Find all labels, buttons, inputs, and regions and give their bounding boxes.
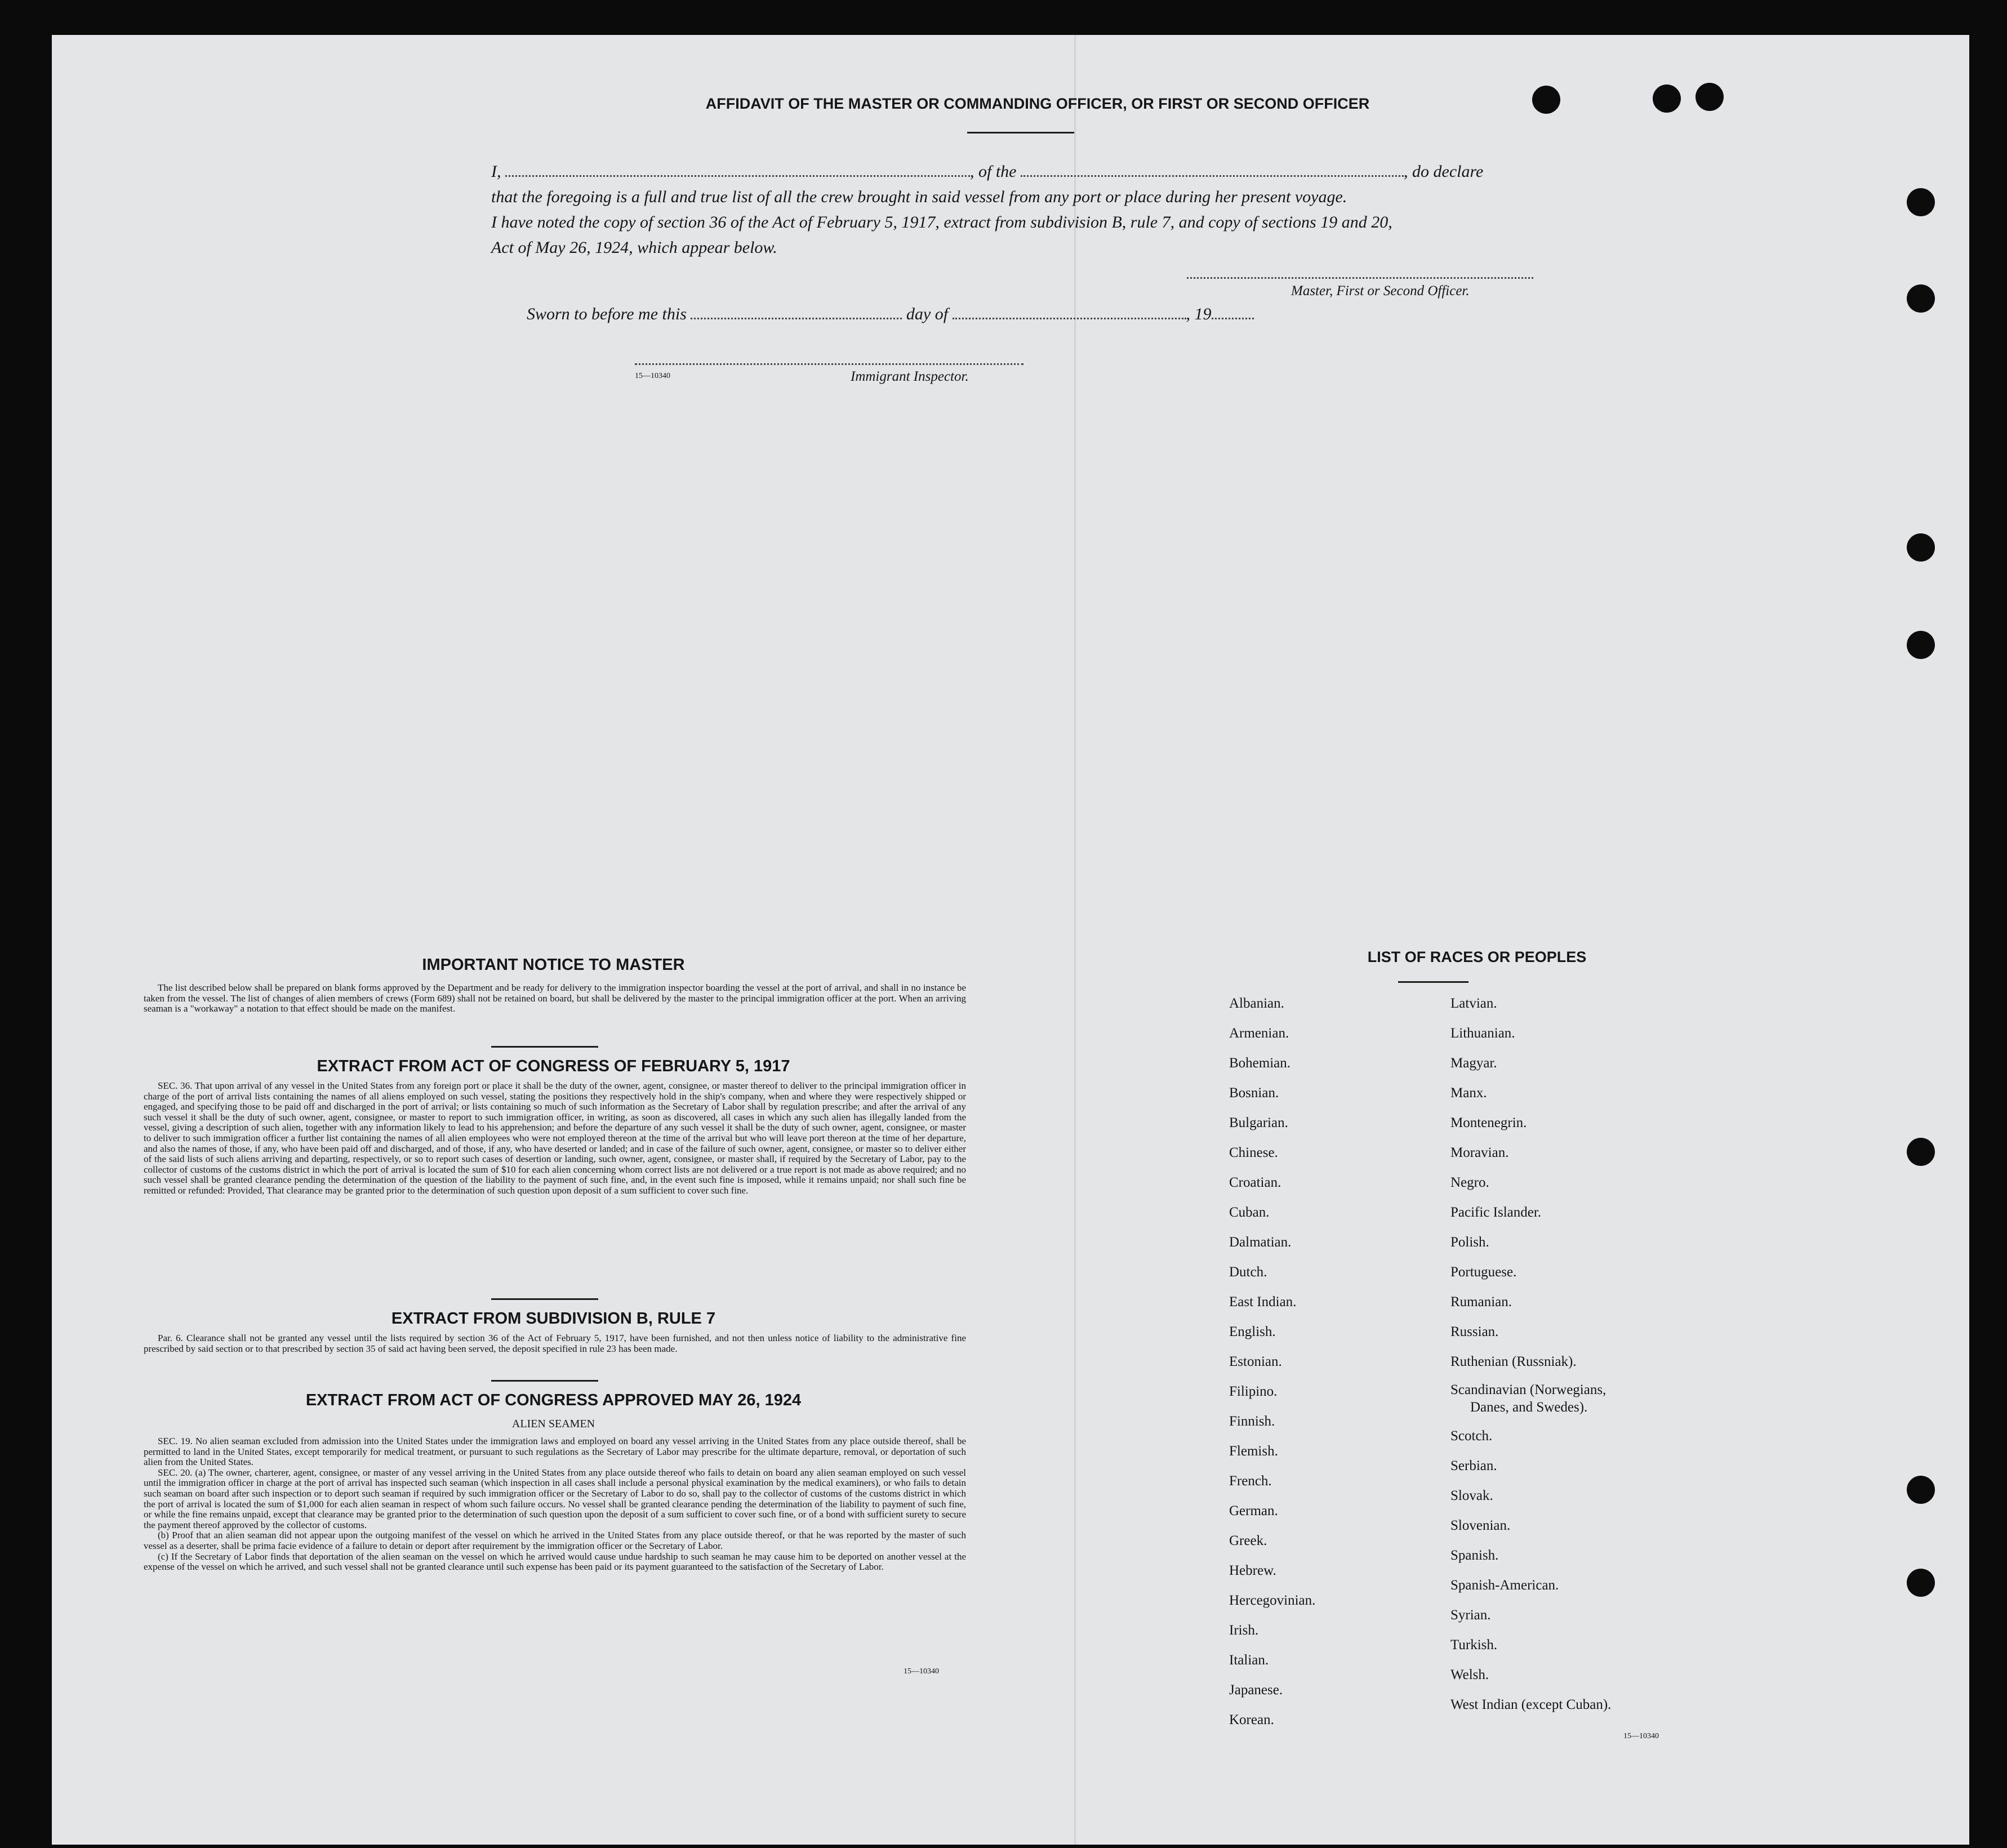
rule7-body: Par. 6. Clearance shall not be granted any vessel until the lists required by section 36 of the Act of February 5, 1917, have been furnished, and not then unless notice of liability to the administrative fine prescribed by said section or to that prescribed by section 35 of said act having been served, the deposit specified in rule 23 has been made. [144,1333,966,1354]
race-item: Filipino. [1229,1384,1278,1399]
race-item: Bulgarian. [1229,1115,1288,1130]
binder-hole [1907,188,1935,216]
year-blank[interactable] [1212,303,1254,319]
section-19: SEC. 19. No alien seaman excluded from admission into the United States under the immigration laws and employed on board any vessel arriving in the United States from any place outside thereof, shall be permitted to land in the United States, except temporarily for medical treatment, or pursuant to such regulations as the Secretary of Labor may prescribe for the ultimate departure, removal, or deportation of such alien from the United States. [144,1436,966,1468]
binder-hole [1907,1476,1935,1504]
race-item: Bohemian. [1229,1056,1291,1071]
extract-1924-title: EXTRACT FROM ACT OF CONGRESS APPROVED MAY 26, 1924 [305,1391,802,1409]
binder-hole [1696,83,1724,111]
binder-hole [1907,284,1935,313]
races-column-2 [1450,988,1611,1720]
affidavit-i: I, [491,162,501,181]
race-item: Irish. [1229,1623,1259,1638]
race-item: Slovak. [1450,1488,1493,1503]
race-item: West Indian (except Cuban). [1450,1697,1612,1712]
sworn-label: Sworn to before me this [527,305,687,323]
extract-1917-title: EXTRACT FROM ACT OF CONGRESS OF FEBRUARY 5, 1917 [317,1057,790,1075]
affidavit-body [491,159,1618,260]
inspector-label: Immigrant Inspector. [851,369,969,384]
race-item: Polish. [1450,1235,1489,1250]
notice-body: The list described below shall be prepared on blank forms approved by the Department and be ready for delivery to the immigration inspector boarding the vessel at the port of arrival, and shall in no instance be taken from the vessel. The list of changes of alien members of crews (Form 689) shall not be retained on board, but shall be delivered by the master to the principal immigration officer at the port. When an arriving seaman is a "workaway" a notation to that effect should be made on the manifest. [144,982,966,1014]
race-item: Turkish. [1450,1637,1498,1653]
month-blank[interactable] [953,303,1186,319]
race-item: Russian. [1450,1324,1499,1339]
race-item: Scandinavian (Norwegians, [1450,1382,1607,1397]
races-title: LIST OF RACES OR PEOPLES [1367,949,1587,965]
race-item: Dutch. [1229,1264,1267,1280]
races-divider [1398,981,1468,983]
race-item: Hercegovinian. [1229,1593,1316,1608]
race-item: Magyar. [1450,1056,1497,1071]
section-20c: (c) If the Secretary of Labor finds that deportation of the alien seaman on the vessel on which he arrived would cause undue hardship to such seaman he may cause him to be deported on another vessel at the expense of the vessel on which he arrived, and such vessel shall not be granted clearance until such expense has been paid or its payment guaranteed to the satisfaction of the Secretary of Labor. [144,1551,966,1573]
race-item: Albanian. [1229,996,1284,1011]
title-divider [967,132,1074,133]
race-item: Estonian. [1229,1354,1282,1369]
race-item: Rumanian. [1450,1294,1512,1310]
binder-hole [1907,1138,1935,1166]
race-item: Manx. [1450,1085,1487,1101]
notice-divider [491,1046,598,1048]
race-item: Japanese. [1229,1682,1283,1698]
race-item: Spanish-American. [1450,1578,1559,1593]
races-column-1 [1229,988,1315,1735]
notice-title: IMPORTANT NOTICE TO MASTER [422,956,685,974]
race-item: English. [1229,1324,1276,1339]
binder-hole [1907,533,1935,562]
race-item: Syrian. [1450,1607,1491,1623]
name-blank[interactable] [505,161,970,177]
binder-hole [1907,631,1935,659]
race-item: Cuban. [1229,1205,1270,1220]
race-item: Hebrew. [1229,1563,1276,1578]
race-item: Flemish. [1229,1444,1278,1459]
race-item: Croatian. [1229,1175,1281,1190]
extract-1917-body: SEC. 36. That upon arrival of any vessel in the United States from any foreign port or place it shall be the duty of the owner, agent, consignee, or master thereof to deliver to the principal immigration officer in charge of the port of arrival lists containing the names of all aliens employed on such vessel, stating the positions they respectively hold in the ship's company, when and where they were respectively shipped or engaged, and specifying those to be paid off and discharged in the port of arrival; or lists containing so much of such information as the Secretary of Labor shall by regulation prescribe; and after the arrival of any such vessel it shall be the duty of such owner, agent, consignee, or master to report to such immigration officer, in writing, as soon as discovered, all cases in which any such alien has illegally landed from the vessel, giving a description of such alien, together with any information likely to lead to his apprehension; and before the departure of any such vessel it shall be the duty of such owner, agent, consignee, or master to deliver to such immigration officer a further list containing the names of all alien employees who were not employed thereon at the time of the arrival but who will leave port thereon at the time of her departure, and also the names of those, if any, who have been paid off and discharged, and of those, if any, who have deserted or landed; and in case of the failure of such owner, agent, consignee, or master so to deliver either of the said lists of such aliens arriving and departing, respectively, or so to report such cases of desertion or landing, such owner, agent, consignee, or master shall, if required by the Secretary of Labor, pay to the collector of customs of the customs district in which the port of arrival is located the sum of $10 for each alien concerning whom correct lists are not delivered or a true report is not made as above required; and no such vessel shall be granted clearance pending the determination of the question of the liability to the payment of such fine, and, in the event such fine is imposed, while it remains unpaid; nor shall such fine be remitted or refunded: Provided, That clearance may be granted prior to the determination of such question upon deposit of a sum sufficient to cover such fine. [144,1080,966,1196]
section-20b: (b) Proof that an alien seaman did not appear upon the outgoing manifest of the vessel on which he arrived in the United States from any place outside thereof, or that he was reported by the master of such vessel as a deserter, shall be prima facie evidence of a failure to detain or deport after requirement by the immigration officer or the Secretary of Labor. [144,1530,966,1551]
rule7-divider [491,1380,598,1382]
affidavit-line-4: Act of May 26, 1924, which appear below. [491,238,777,257]
extract-1924-subtitle: ALIEN SEAMEN [511,1418,595,1430]
race-item: Greek. [1229,1533,1267,1548]
race-item: Chinese. [1229,1145,1278,1160]
day-of-label: day of [906,305,949,323]
binder-hole [1532,86,1560,114]
race-item: Ruthenian (Russniak). [1450,1354,1577,1369]
race-item: Latvian. [1450,996,1497,1011]
race-item: Armenian. [1229,1026,1289,1041]
extract-1924-form-number: 15—10340 [904,1667,939,1676]
races-form-number: 15—10340 [1623,1732,1659,1740]
race-item: Spanish. [1450,1548,1499,1563]
race-item: Negro. [1450,1175,1489,1190]
affidavit-line-2: that the foregoing is a full and true list of all the crew brought in said vessel from any port or place during her present voyage. [491,188,1347,206]
race-item: Dalmatian. [1229,1235,1292,1250]
affidavit-declare: , do declare [1404,162,1484,181]
section-20a: SEC. 20. (a) The owner, charterer, agent, consignee, or master of any vessel arriving in the United States from any place outside thereof who fails to detain on board any alien seaman employed on such vessel until the immigration officer in charge at the port of arrival has inspected such seaman (which inspection in all cases shall include a personal physical examination by the medical examiners), or who fails to detain such seaman on board after such inspection or to deport such seaman if required by such immigration officer or the Secretary of Labor to do so, shall pay to the collector of customs of the customs district in which the port of arrival is located the sum of $1,000 for each alien seaman in respect of whom such failure occurs. No vessel shall be granted clearance pending the determination of the liability to payment of such fine, or while the fine remains unpaid, except that clearance may be granted prior to the determination of such question upon the deposit of a sum sufficient to cover such fine, or of a bond with sufficient surety to secure the payment thereof approved by the collector of customs. [144,1467,966,1530]
affidavit-line-1 [491,159,1618,184]
affidavit-of-the: , of the [970,162,1017,181]
race-item: Serbian. [1450,1458,1497,1473]
extract-1924-body [144,1436,966,1573]
race-item: East Indian. [1229,1294,1297,1310]
race-item: Danes, and Swedes). [1470,1400,1588,1415]
binder-hole [1907,1569,1935,1597]
race-item: Italian. [1229,1653,1269,1668]
document-page [52,35,1969,1845]
sworn-day-blank[interactable] [691,303,902,319]
race-item: Pacific Islander. [1450,1205,1542,1220]
year-label: , 19 [1186,305,1212,323]
race-item: Lithuanian. [1450,1026,1515,1041]
race-item: German. [1229,1503,1278,1519]
binder-hole [1653,84,1681,113]
race-item: Moravian. [1450,1145,1509,1160]
race-item: Welsh. [1450,1667,1489,1682]
race-item: Korean. [1229,1712,1274,1727]
sworn-line [527,301,1254,327]
extract-1917-divider [491,1298,598,1300]
affidavit-title: AFFIDAVIT OF THE MASTER OR COMMANDING OFFICER, OR FIRST OR SECOND OFFICER [705,95,1370,112]
vessel-blank[interactable] [1021,161,1404,177]
affidavit-line-3: I have noted the copy of section 36 of the Act of February 5, 1917, extract from subdivision B, rule 7, and copy of sections 19 and 20, [491,213,1392,231]
race-item: Montenegrin. [1450,1115,1527,1130]
race-item: Scotch. [1450,1428,1493,1444]
race-item: Finnish. [1229,1414,1275,1429]
race-item: Portuguese. [1450,1264,1517,1280]
master-signature-label: Master, First or Second Officer. [1291,283,1470,299]
rule7-title: EXTRACT FROM SUBDIVISION B, RULE 7 [391,1310,716,1328]
race-item: Bosnian. [1229,1085,1279,1101]
race-item: French. [1229,1473,1272,1489]
affidavit-form-number: 15—10340 [635,372,670,380]
race-item: Slovenian. [1450,1518,1511,1533]
